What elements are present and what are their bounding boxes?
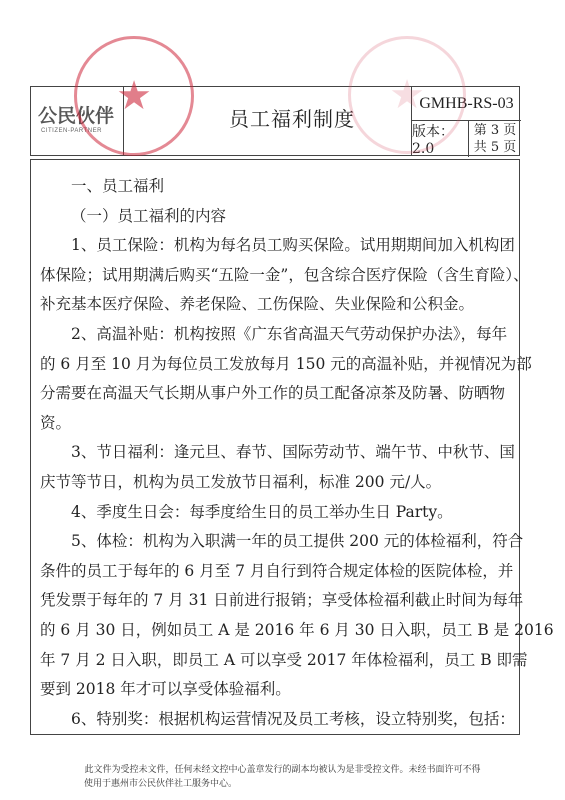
document-body xyxy=(30,159,554,735)
footer-notice-line2: 使用于惠州市公民伙伴社工服务中心。 xyxy=(84,779,238,789)
paragraph-line: 凭发票于每年的 7 月 31 日前进行报销；享受体检福利截止时间为每年 xyxy=(40,591,524,610)
paragraph-line: 1、员工保险：机构为每名员工购买保险。试用期期间加入机构团 xyxy=(71,236,515,255)
official-seal-stamp xyxy=(74,36,194,156)
logo-subtitle: CITIZEN-PARTNER xyxy=(41,128,102,134)
paragraph-line: 的 6 月至 10 月为每位员工发放每月 150 元的高温补贴，并视情况为部 xyxy=(40,354,532,373)
paragraph-line: 年 7 月 2 日入职，即员工 A 可以享受 2017 年体检福利，员工 B 即需 xyxy=(40,650,528,669)
seal-star-icon: ★ xyxy=(116,73,152,119)
paragraph-line: 分需要在高温天气长期从事户外工作的员工配备凉茶及防暑、防晒物 xyxy=(40,384,506,403)
subsection-heading: （一）员工福利的内容 xyxy=(71,206,227,225)
paragraph-line: 3、节日福利：逢元旦、春节、国际劳动节、端午节、中秋节、国 xyxy=(71,443,515,462)
page-indicator xyxy=(469,121,521,157)
paragraph-line: 的 6 月 30 日，例如员工 A 是 2016 年 6 月 30 日入职，员工 B 是 2016 xyxy=(40,621,554,639)
paragraph-line: 补充基本医疗保险、养老保险、工伤保险、失业保险和公积金。 xyxy=(40,295,475,314)
paragraph-line: 2、高温补贴：机构按照《广东省高温天气劳动保护办法》，每年 xyxy=(71,325,508,343)
section-heading: 一、员工福利 xyxy=(71,177,165,195)
faded-seal-stamp xyxy=(348,36,466,154)
document-code: GMHB-RS-03 xyxy=(412,87,521,121)
paragraph-line: 要到 2018 年才可以享受体验福利。 xyxy=(40,680,291,699)
paragraph-line: 6、特别奖：根据机构运营情况及员工考核，设立特别奖，包括： xyxy=(71,709,515,728)
document-title: 员工福利制度 xyxy=(229,107,355,131)
paragraph-line: 体保险；试用期满后购买“五险一金”，包含综合医疗保险（含生育险）、 xyxy=(40,265,529,284)
logo: 公民伙伴 xyxy=(38,105,115,127)
paragraph-line: 资。 xyxy=(40,413,72,432)
page-total: 共 5 页 xyxy=(473,140,517,155)
footer-notice-line1: 此文件为受控未文件，任何未经文控中心盖章发行的副本均被认为是非受控文件。未经书面许可不得 xyxy=(84,765,481,775)
document-version: 版本：2.0 xyxy=(412,121,469,157)
paragraph-line: 5、体检：机构为入职满一年的员工提供 200 元的体检福利，符合 xyxy=(71,532,524,551)
page-current: 第 3 页 xyxy=(473,123,517,138)
paragraph-line: 庆节等节日，机构为员工发放节日福利，标准 200 元/人。 xyxy=(40,473,442,491)
paragraph-line: 条件的员工于每年的 6 月至 7 月自行到符合规定体检的医院体检，并 xyxy=(40,561,514,580)
faded-seal-star-icon: ★ xyxy=(389,72,425,118)
paragraph-line: 4、季度生日会：每季度给生日的员工举办生日 Party。 xyxy=(71,502,453,521)
